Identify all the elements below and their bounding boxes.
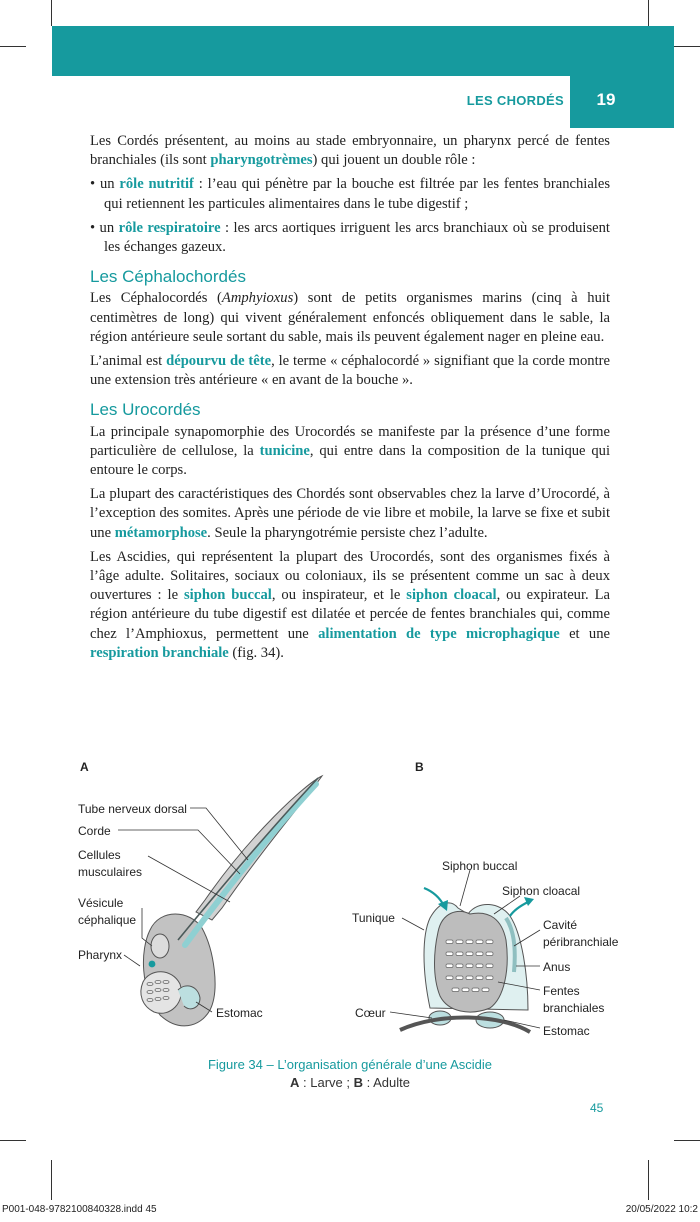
header-band [52, 26, 674, 76]
main-text [90, 132, 610, 668]
label-coeur: Cœur [355, 1006, 386, 1020]
term-respiration: respiration branchiale [90, 644, 229, 661]
label-estomac-a: Estomac [216, 1006, 263, 1020]
label-cavite-2: péribranchiale [543, 935, 619, 949]
label-corde: Corde [78, 824, 111, 838]
label-cellules-1: Cellules [78, 848, 121, 862]
term-metamorphose: métamorphose [114, 524, 208, 541]
label-estomac-b: Estomac [543, 1024, 590, 1038]
term-siphon-buccal: siphon buccal [183, 587, 272, 604]
term-alimentation: alimentation de type microphagique [318, 625, 560, 642]
adult-drawing [400, 888, 534, 1032]
header-page-number: 19 [596, 90, 616, 109]
label-tube-nerveux: Tube nerveux dorsal [78, 802, 187, 816]
label-cellules-2: musculaires [78, 865, 143, 879]
term-role-respiratoire: rôle respiratoire [118, 219, 221, 236]
figure-illustration [0, 750, 700, 1060]
running-header: LES CHORDÉS [466, 93, 564, 108]
crop-mark [51, 0, 52, 26]
label-pharynx: Pharynx [78, 948, 123, 962]
panel-label-a: A [80, 760, 89, 774]
label-fentes-1: Fentes [543, 984, 580, 998]
crop-mark [0, 1140, 26, 1141]
cephalo-paragraph-1: Les Céphalocordés (Amphyioxus) sont de petits organismes marins (cinq à huit centimètres de long) qui vivent généralement enfoncés obliquement dans le sable, la région antérieure seule sortant du sable, mais ils peuvent également nager en pleine eau. [90, 290, 610, 345]
crop-mark [648, 1160, 649, 1200]
substrate [400, 1017, 530, 1032]
cephalo-paragraph-2: L’animal est dépourvu de tête, le terme « céphalocordé » signifiant que la corde montre une extension très antérieure « en avant de la bouche ». [90, 353, 610, 389]
intro-paragraph: Les Cordés présentent, au moins au stade embryonnaire, un pharynx percé de fentes branchiales (ils sont pharyngotrèmes) qui jouent un double rôle : [90, 133, 610, 169]
label-anus: Anus [543, 960, 571, 974]
bullet-respiratoire: • un rôle respiratoire : les arcs aortiques irriguent les arcs branchiaux où se produisent les échanges gazeux. [90, 219, 610, 256]
term-role-nutritif: rôle nutritif [119, 176, 194, 193]
bullet-nutritif: • un rôle nutritif : l’eau qui pénètre par la bouche est filtrée par les fentes branchiales qui retiennent les particules alimentaires dans le tube digestif ; [90, 176, 611, 212]
figure-caption-subtitle: A : Larve ; B : Adulte [290, 1075, 410, 1090]
uro-paragraph-2: La plupart des caractéristiques des Chordés sont observables chez la larve d’Urocordé, à l’exception des somites. Après une période de vie libre et mobile, la larve se fixe et subit une métamorphose. Seule la pharyngotrémie persiste chez l’adulte. [90, 486, 610, 541]
folio: 45 [590, 1101, 604, 1115]
uro-paragraph-1: La principale synapomorphie des Urocordés se manifeste par la présence d’une forme particulière de cellulose, la tunicine, qui entre dans la composition de la tunique qui entoure le corps. [90, 423, 611, 479]
label-siphon-cloacal: Siphon cloacal [502, 884, 581, 898]
label-vesicule-2: céphalique [78, 913, 137, 927]
term-tunicine: tunicine [259, 442, 310, 459]
figure-caption-title: Figure 34 – L’organisation générale d’une Ascidie [207, 1057, 493, 1072]
heading-cephalochordes: Les Céphalochordés [90, 267, 246, 287]
label-cavite-1: Cavité [543, 918, 578, 932]
outflow-arrow [510, 902, 528, 916]
slug-filename: P001-048-9782100840328.indd 45 [2, 1204, 157, 1215]
crop-mark [0, 46, 26, 47]
slug-timestamp: 20/05/2022 10:2 [625, 1204, 698, 1215]
label-tunique: Tunique [352, 911, 395, 925]
crop-mark [674, 1140, 700, 1141]
crop-mark [674, 46, 700, 47]
outflow-arrow-head [524, 897, 534, 906]
cephalic-vesicle [151, 934, 169, 958]
crop-mark [648, 0, 649, 26]
ocellus [149, 961, 156, 968]
label-vesicule-1: Vésicule [78, 896, 124, 910]
label-fentes-2: branchiales [543, 1001, 605, 1015]
label-siphon-buccal: Siphon buccal [442, 859, 518, 873]
figure-34 [0, 750, 700, 1100]
term-pharyngotremes: pharyngotrèmes [210, 152, 313, 169]
crop-mark [51, 1160, 52, 1200]
term-siphon-cloacal: siphon cloacal [406, 587, 497, 604]
term-depourvu-de-tete: dépourvu de tête [166, 353, 272, 370]
heading-urocordes: Les Urocordés [90, 400, 201, 420]
species-name: Amphyioxus [221, 290, 294, 307]
panel-label-b: B [415, 760, 424, 774]
uro-paragraph-3: Les Ascidies, qui représentent la plupart des Urocordés, sont des organismes fixés à l’âge adulte. Solitaires, sociaux ou coloniaux, ils se présentent comme un sac à deux ouvertures : le siphon buccal, ou inspirateur, et le siphon cloacal, ou expirateur. La région antérieure du tube digestif est dilatée et percée de fentes branchiales qui, comme chez l’Amphioxus, permettent une alimentation de type microphagique et une respiration branchiale (fig. 34). [90, 548, 611, 661]
adult-pharynx [435, 911, 508, 1012]
